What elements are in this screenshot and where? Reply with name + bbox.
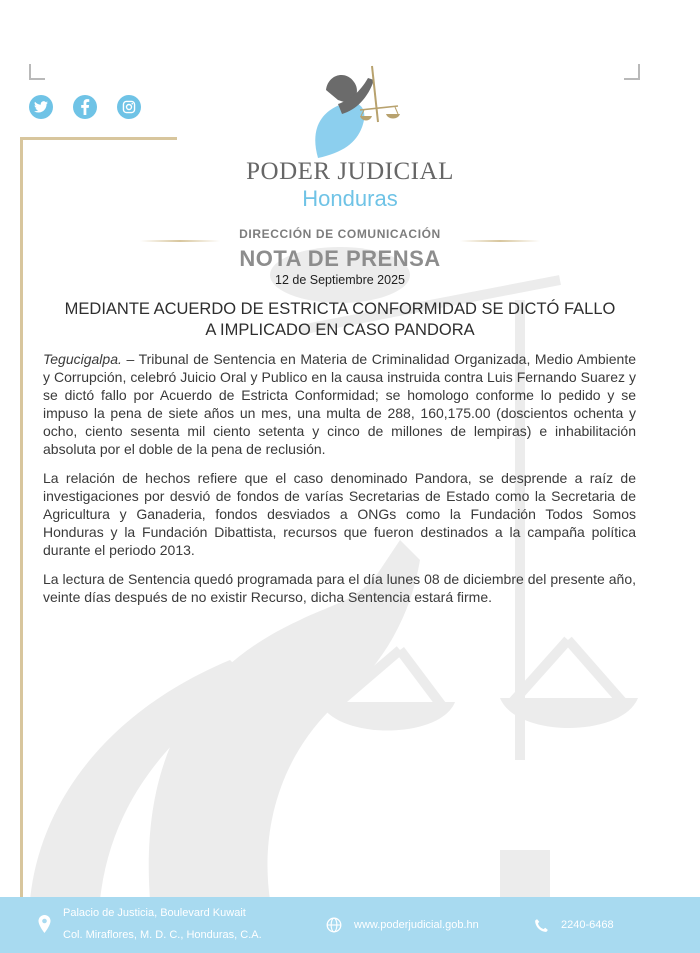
facebook-icon[interactable] — [73, 95, 97, 119]
twitter-icon[interactable] — [29, 95, 53, 119]
footer-address — [38, 905, 262, 943]
headline-line1: MEDIANTE ACUERDO DE ESTRICTA CONFORMIDAD SE DICTÓ FALLO — [64, 300, 616, 318]
department-label: DIRECCIÓN DE COMUNICACIÓN — [239, 227, 441, 241]
headline — [40, 299, 640, 341]
location-pin-icon — [38, 915, 51, 933]
brand-name-line1: PODER JUDICIAL — [246, 158, 454, 185]
address-line1: Palacio de Justicia, Boulevard Kuwait — [63, 907, 246, 919]
dateline-place: Tegucigalpa. — [43, 351, 122, 367]
address-line2: Col. Miraflores, M. D. C., Honduras, C.A. — [63, 929, 262, 941]
document-type-title: NOTA DE PRENSA — [239, 246, 441, 271]
corner-mark-top-left — [29, 64, 45, 80]
paragraph-1 — [43, 350, 636, 458]
globe-icon — [326, 917, 342, 933]
press-date: 12 de Septiembre 2025 — [275, 273, 405, 287]
corner-mark-top-right — [624, 64, 640, 80]
phone-icon — [534, 918, 549, 933]
footer-website[interactable] — [326, 917, 479, 933]
social-links — [29, 95, 141, 119]
paragraph-2: La relación de hechos refiere que el caso denominado Pandora, se desprende a raíz de investigaciones por desvió de fondos de varías Secretarias de Estado como la Secretaria de Agricultura y Ganaderia, fondos desviados a ONGs como la Fundación Todos Somos Honduras y la Fundación Dibattista, recursos que fueron destinados a la campaña política durante el periodo 2013. — [43, 470, 636, 558]
paragraph-1-text: – Tribunal de Sentencia en Materia de Criminalidad Organizada, Medio Ambiente y Corrupción, celebró Juicio Oral y Publico en la causa instruida contra Luis Fernando Suarez y se dictó fallo por Acuerdo de Estricta Conformidad; se homologo conforme lo pedido y se impuso la pena de siete años un mes, una multa de 288, 160,175.00 (doscientos ochenta y ocho, ciento sesenta mil ciento setenta y cinco de millones de lempiras) e inhabilitación absoluta por el doble de la pena de reclusión. — [43, 351, 636, 457]
footer-phone[interactable] — [534, 917, 614, 933]
brand-name — [200, 158, 500, 212]
brand-name-line2: Honduras — [302, 186, 398, 211]
gold-frame-top — [20, 137, 177, 140]
footer-address-text — [63, 905, 262, 943]
contact-footer — [0, 897, 700, 953]
article-body — [43, 350, 636, 617]
phone-number[interactable]: 2240-6468 — [561, 919, 614, 931]
paragraph-3: La lectura de Sentencia quedó programada para el día lunes 08 de diciembre del presente año, veinte días después de no existir Recurso, dicha Sentencia estará firme. — [43, 571, 636, 605]
headline-line2: A IMPLICADO EN CASO PANDORA — [205, 321, 475, 339]
poder-judicial-logo — [298, 60, 408, 160]
instagram-icon[interactable] — [117, 95, 141, 119]
website-link[interactable]: www.poderjudicial.gob.hn — [354, 919, 479, 931]
